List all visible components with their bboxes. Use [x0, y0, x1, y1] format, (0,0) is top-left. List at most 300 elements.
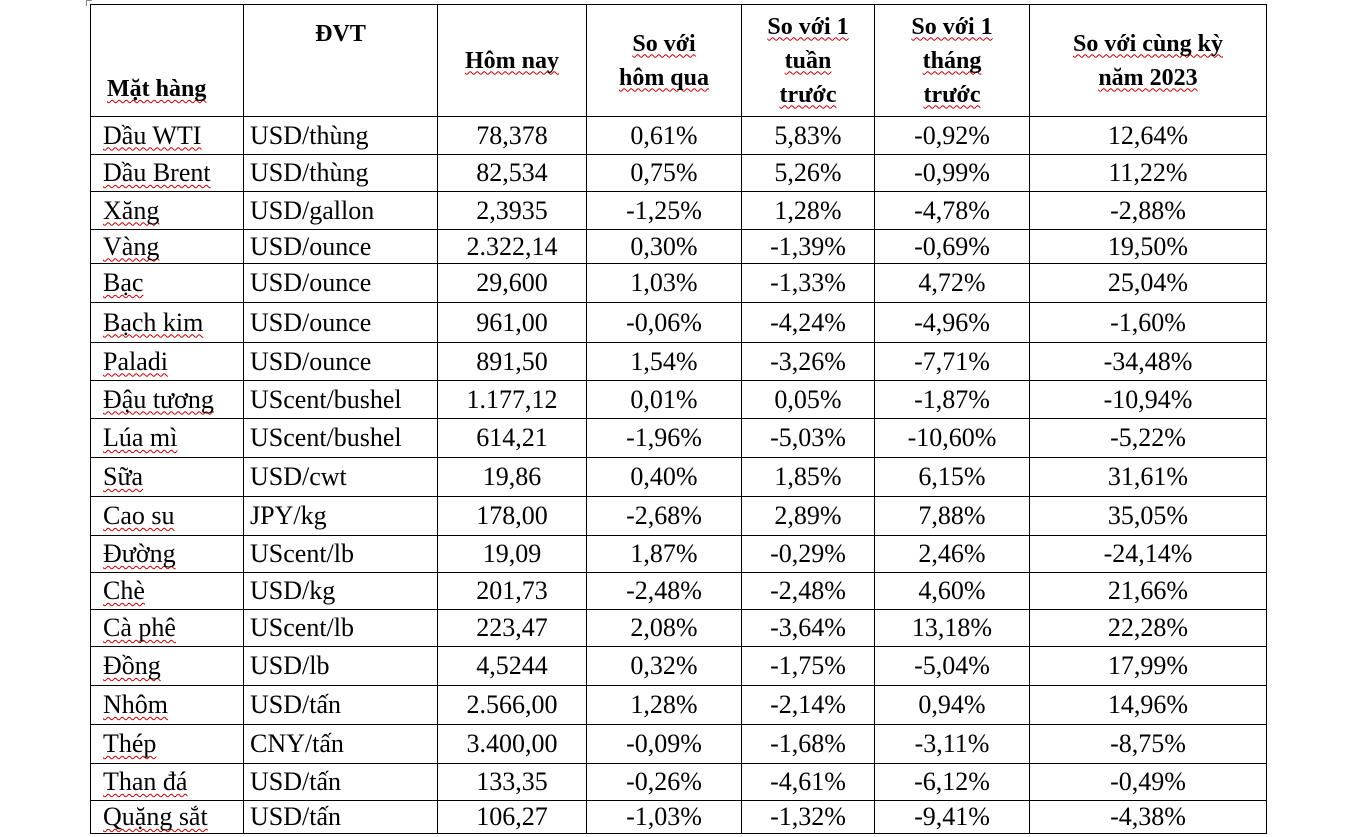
cell-unit-text: JPY/kg: [250, 501, 327, 530]
table-row: [91, 686, 1267, 725]
cell-vs-yesterday-text: 0,75%: [630, 158, 698, 187]
cell-today: [438, 192, 587, 230]
cell-today-text: 106,27: [476, 802, 548, 831]
cell-vs-month-text: -1,87%: [914, 384, 990, 414]
table-row: [91, 764, 1267, 801]
cell-vs-week-text: -1,32%: [770, 802, 846, 831]
cell-unit: [244, 155, 438, 192]
cell-vs-same-period-text: 14,96%: [1107, 690, 1189, 719]
cell-vs-month: [875, 343, 1030, 381]
cell-today: [438, 303, 587, 343]
cell-item-name: [91, 117, 244, 155]
cell-today-text: 2.566,00: [466, 690, 558, 719]
cell-item-name-text: Dầu Brent: [103, 158, 211, 187]
cell-vs-yesterday: [587, 343, 742, 381]
cell-vs-week: [742, 303, 875, 343]
cell-vs-week-text: -4,61%: [770, 767, 846, 796]
cell-vs-same-period-text: -1,60%: [1110, 307, 1186, 337]
cell-today-text: 19,86: [482, 462, 542, 491]
cell-today-text: 4,5244: [476, 651, 548, 680]
cell-unit: [244, 381, 438, 419]
cell-vs-yesterday-text: -1,03%: [626, 802, 702, 831]
cell-vs-same-period-text: -5,22%: [1110, 423, 1186, 452]
cell-vs-month: [875, 117, 1030, 155]
cell-today: [438, 264, 587, 303]
cell-item-name: [91, 725, 244, 764]
cell-vs-same-period-text: 25,04%: [1107, 268, 1189, 297]
table-row: [91, 725, 1267, 764]
cell-vs-yesterday-text: 1,03%: [630, 268, 698, 297]
cell-vs-month: [875, 303, 1030, 343]
cell-vs-yesterday: [587, 764, 742, 801]
cell-unit: [244, 117, 438, 155]
cell-vs-yesterday: [587, 458, 742, 497]
table-row: [91, 343, 1267, 381]
cell-vs-month: [875, 764, 1030, 801]
cell-today: [438, 117, 587, 155]
cell-vs-month: [875, 458, 1030, 497]
cell-vs-week-text: -2,14%: [770, 690, 846, 719]
table-row: [91, 381, 1267, 419]
cell-vs-same-period: [1030, 381, 1267, 419]
cell-vs-week: [742, 725, 875, 764]
cell-vs-same-period-text: 22,28%: [1107, 613, 1189, 642]
cell-vs-yesterday: [587, 647, 742, 686]
header-vs-week-line1: So với 1: [767, 13, 849, 40]
cell-vs-month: [875, 573, 1030, 610]
cell-vs-yesterday: [587, 686, 742, 725]
cell-vs-yesterday-text: 2,08%: [630, 613, 698, 642]
table-row: [91, 264, 1267, 303]
cell-today-text: 1.177,12: [466, 384, 558, 414]
cell-unit-text: USD/thùng: [250, 158, 369, 187]
cell-item-name-text: Sữa: [103, 462, 144, 491]
cell-vs-same-period: [1030, 117, 1267, 155]
cell-item-name: [91, 686, 244, 725]
cell-vs-same-period-text: -4,38%: [1110, 802, 1186, 831]
cell-today-text: 891,50: [476, 346, 548, 376]
cell-item-name-text: Dầu WTI: [103, 120, 202, 150]
cell-unit-text: USD/ounce: [250, 346, 372, 376]
cell-unit-text: USD/tấn: [250, 690, 341, 719]
cell-vs-month-text: -3,11%: [914, 729, 990, 758]
cell-vs-yesterday: [587, 725, 742, 764]
cell-vs-same-period-text: -10,94%: [1103, 384, 1193, 414]
cell-vs-yesterday: [587, 155, 742, 192]
cell-vs-week: [742, 264, 875, 303]
cell-vs-month: [875, 419, 1030, 458]
cell-vs-month-text: -0,99%: [914, 158, 990, 187]
cell-vs-week-text: 0,05%: [774, 384, 842, 414]
cell-unit-text: UScent/bushel: [250, 423, 402, 452]
cell-vs-yesterday-text: -2,48%: [626, 576, 702, 605]
cell-vs-week: [742, 764, 875, 801]
cell-unit: [244, 686, 438, 725]
cell-vs-same-period: [1030, 303, 1267, 343]
cell-vs-yesterday-text: 0,30%: [630, 231, 698, 261]
cell-vs-week: [742, 610, 875, 647]
cell-item-name: [91, 801, 244, 834]
header-unit-label: ĐVT: [315, 21, 366, 47]
cell-unit: [244, 230, 438, 264]
cell-vs-month-text: -0,92%: [914, 120, 990, 150]
cell-item-name: [91, 458, 244, 497]
cell-vs-same-period: [1030, 801, 1267, 834]
cell-unit: [244, 573, 438, 610]
cell-item-name: [91, 303, 244, 343]
cell-vs-month: [875, 264, 1030, 303]
cell-vs-month: [875, 725, 1030, 764]
cell-item-name-text: Bạc: [103, 268, 144, 297]
header-vs-yesterday-line1: So với: [632, 30, 696, 57]
cell-item-name: [91, 497, 244, 536]
cell-vs-week: [742, 192, 875, 230]
cell-vs-month-text: 2,46%: [918, 539, 986, 568]
cell-vs-week-text: 2,89%: [774, 501, 842, 530]
cell-item-name-text: Chè: [103, 576, 145, 605]
cell-unit: [244, 497, 438, 536]
cell-vs-week: [742, 647, 875, 686]
cell-vs-month-text: 0,94%: [918, 690, 986, 719]
cell-item-name-text: Nhôm: [103, 690, 168, 719]
table-row: [91, 419, 1267, 458]
cell-vs-month: [875, 610, 1030, 647]
cell-item-name: [91, 610, 244, 647]
header-row: [91, 5, 1267, 117]
cell-vs-week: [742, 458, 875, 497]
cell-today-text: 78,378: [476, 120, 548, 150]
cell-today-text: 178,00: [476, 501, 548, 530]
cell-unit-text: USD/ounce: [250, 268, 372, 297]
cell-vs-week-text: -1,39%: [770, 231, 846, 261]
header-today-label: Hôm nay: [464, 47, 559, 74]
table-row: [91, 117, 1267, 155]
cell-vs-month-text: 4,72%: [918, 268, 986, 297]
table-row: [91, 458, 1267, 497]
cell-vs-yesterday-text: -0,26%: [626, 767, 702, 796]
cell-item-name: [91, 647, 244, 686]
cell-vs-same-period: [1030, 192, 1267, 230]
cell-item-name: [91, 264, 244, 303]
cell-today: [438, 647, 587, 686]
cell-item-name: [91, 230, 244, 264]
header-vs-yesterday-line2: hôm qua: [618, 64, 710, 91]
table-row: [91, 155, 1267, 192]
header-vs-month: [875, 5, 1030, 117]
cell-today-text: 3.400,00: [466, 729, 558, 758]
cell-unit-text: UScent/lb: [250, 539, 354, 568]
cell-vs-yesterday-text: -2,68%: [626, 501, 702, 530]
cell-today-text: 29,600: [476, 268, 548, 297]
cell-vs-same-period-text: -34,48%: [1103, 346, 1193, 376]
cell-today: [438, 497, 587, 536]
cell-unit: [244, 303, 438, 343]
cell-vs-month: [875, 801, 1030, 834]
table-row: [91, 303, 1267, 343]
cell-vs-yesterday: [587, 264, 742, 303]
cell-vs-yesterday: [587, 801, 742, 834]
cell-item-name-text: Thép: [103, 729, 157, 758]
cell-today: [438, 725, 587, 764]
cell-vs-week: [742, 573, 875, 610]
cell-vs-yesterday-text: -0,06%: [626, 307, 702, 337]
cell-vs-same-period: [1030, 419, 1267, 458]
header-vs-same-period-line2: năm 2023: [1098, 64, 1198, 91]
cell-vs-week-text: -1,33%: [770, 268, 846, 297]
cell-item-name-text: Lúa mì: [103, 423, 178, 452]
table-row: [91, 610, 1267, 647]
cell-vs-week-text: -5,03%: [770, 423, 846, 452]
cell-today-text: 2.322,14: [466, 231, 558, 261]
cell-item-name: [91, 764, 244, 801]
cell-item-name-text: Đậu tương: [103, 384, 214, 414]
table-row: [91, 230, 1267, 264]
cell-unit-text: USD/gallon: [250, 195, 375, 225]
cell-today-text: 961,00: [476, 307, 548, 337]
cell-today-text: 82,534: [476, 158, 548, 187]
cell-vs-week: [742, 230, 875, 264]
cell-vs-month-text: -7,71%: [914, 346, 990, 376]
cell-vs-same-period: [1030, 647, 1267, 686]
cell-vs-month-text: -4,96%: [914, 307, 990, 337]
cell-vs-month-text: 6,15%: [918, 462, 986, 491]
cell-vs-month: [875, 381, 1030, 419]
cell-unit-text: USD/thùng: [250, 120, 369, 150]
cell-vs-month: [875, 686, 1030, 725]
cell-unit: [244, 343, 438, 381]
header-vs-yesterday: [587, 5, 742, 117]
cell-today: [438, 536, 587, 573]
cell-vs-same-period-text: -8,75%: [1110, 729, 1186, 758]
cell-vs-week: [742, 536, 875, 573]
cell-vs-same-period-text: 12,64%: [1107, 120, 1189, 150]
cell-vs-week: [742, 155, 875, 192]
table-row: [91, 647, 1267, 686]
cell-vs-yesterday-text: -0,09%: [626, 729, 702, 758]
cell-item-name-text: Đường: [103, 539, 176, 568]
cell-vs-week: [742, 343, 875, 381]
cell-unit-text: USD/tấn: [250, 767, 341, 796]
cell-vs-same-period: [1030, 343, 1267, 381]
cell-today-text: 133,35: [476, 767, 548, 796]
cell-vs-same-period: [1030, 725, 1267, 764]
cell-today: [438, 573, 587, 610]
cell-vs-same-period-text: 19,50%: [1107, 231, 1189, 261]
header-vs-month-line3: trước: [923, 81, 981, 108]
cell-vs-month: [875, 230, 1030, 264]
cell-today-text: 2,3935: [476, 195, 548, 225]
cell-vs-month: [875, 536, 1030, 573]
cell-vs-month-text: -0,69%: [914, 231, 990, 261]
cell-vs-week-text: -3,64%: [770, 613, 846, 642]
cell-item-name: [91, 573, 244, 610]
cell-vs-yesterday: [587, 381, 742, 419]
cell-vs-week-text: -0,29%: [770, 539, 846, 568]
cell-item-name-text: Cà phê: [103, 613, 176, 642]
cell-vs-same-period: [1030, 764, 1267, 801]
cell-item-name-text: Đồng: [103, 651, 161, 680]
cell-vs-same-period: [1030, 264, 1267, 303]
cell-vs-same-period: [1030, 686, 1267, 725]
cell-unit-text: USD/ounce: [250, 231, 372, 261]
cell-vs-week: [742, 686, 875, 725]
cell-unit: [244, 764, 438, 801]
cell-unit-text: USD/cwt: [250, 462, 347, 491]
header-item: [91, 5, 244, 117]
cell-vs-month-text: -6,12%: [914, 767, 990, 796]
cell-unit: [244, 458, 438, 497]
cell-vs-same-period-text: -0,49%: [1110, 767, 1186, 796]
cell-vs-month: [875, 155, 1030, 192]
header-vs-week-line2: tuần: [784, 47, 832, 74]
cell-today: [438, 764, 587, 801]
cell-vs-yesterday-text: 1,87%: [630, 539, 698, 568]
cell-unit: [244, 192, 438, 230]
cell-item-name-text: Vàng: [103, 231, 160, 261]
header-today: [438, 5, 587, 117]
cell-vs-month: [875, 497, 1030, 536]
cell-vs-same-period: [1030, 497, 1267, 536]
header-vs-same-period-line1: So với cùng kỳ: [1073, 30, 1223, 57]
cell-today-text: 223,47: [476, 613, 548, 642]
cell-item-name: [91, 381, 244, 419]
cell-vs-yesterday: [587, 117, 742, 155]
cell-vs-week-text: -1,68%: [770, 729, 846, 758]
cell-vs-month-text: -4,78%: [914, 195, 990, 225]
cell-unit-text: UScent/bushel: [250, 384, 402, 414]
cell-vs-same-period: [1030, 458, 1267, 497]
cell-today-text: 614,21: [476, 423, 548, 452]
cell-today: [438, 801, 587, 834]
cell-unit: [244, 801, 438, 834]
cell-vs-yesterday: [587, 536, 742, 573]
cell-vs-same-period: [1030, 155, 1267, 192]
cell-item-name: [91, 192, 244, 230]
cell-vs-month-text: 4,60%: [918, 576, 986, 605]
cell-vs-same-period: [1030, 536, 1267, 573]
cell-vs-month-text: -9,41%: [914, 802, 990, 831]
cell-today: [438, 458, 587, 497]
table-row: [91, 497, 1267, 536]
cell-unit: [244, 647, 438, 686]
cell-vs-month-text: 7,88%: [918, 501, 986, 530]
cell-item-name-text: Bạch kim: [103, 307, 204, 337]
cell-vs-yesterday-text: 0,32%: [630, 651, 698, 680]
cell-vs-yesterday: [587, 303, 742, 343]
commodity-price-table: [90, 4, 1267, 834]
cell-vs-same-period-text: 31,61%: [1107, 462, 1189, 491]
cell-unit-text: CNY/tấn: [250, 729, 344, 758]
cell-vs-same-period-text: 35,05%: [1107, 501, 1189, 530]
cell-item-name: [91, 343, 244, 381]
cell-unit: [244, 419, 438, 458]
cell-vs-yesterday: [587, 419, 742, 458]
cell-item-name-text: Xăng: [103, 195, 160, 225]
cell-vs-yesterday-text: 1,54%: [630, 346, 698, 376]
cell-item-name: [91, 155, 244, 192]
cell-today: [438, 155, 587, 192]
cell-vs-same-period: [1030, 610, 1267, 647]
cell-item-name: [91, 419, 244, 458]
cell-today: [438, 419, 587, 458]
cell-unit: [244, 536, 438, 573]
cell-vs-week: [742, 419, 875, 458]
cell-vs-week-text: 5,26%: [774, 158, 842, 187]
cell-item-name-text: Than đá: [103, 767, 188, 796]
cell-vs-week: [742, 381, 875, 419]
cell-vs-same-period-text: 17,99%: [1107, 651, 1189, 680]
header-vs-week: [742, 5, 875, 117]
cell-vs-yesterday-text: 1,28%: [630, 690, 698, 719]
cell-today: [438, 343, 587, 381]
table-row: [91, 192, 1267, 230]
cell-vs-week-text: -4,24%: [770, 307, 846, 337]
cell-vs-week-text: 5,83%: [774, 120, 842, 150]
cell-vs-yesterday-text: 0,40%: [630, 462, 698, 491]
cell-unit-text: UScent/lb: [250, 613, 354, 642]
cell-vs-yesterday: [587, 192, 742, 230]
header-vs-month-line1: So với 1: [911, 13, 993, 40]
cell-vs-yesterday: [587, 230, 742, 264]
cell-item-name-text: Paladi: [103, 346, 168, 376]
cell-item-name-text: Cao su: [103, 501, 175, 530]
cell-today-text: 201,73: [476, 576, 548, 605]
cell-vs-week-text: -1,75%: [770, 651, 846, 680]
cell-vs-week-text: 1,85%: [774, 462, 842, 491]
cell-vs-yesterday: [587, 497, 742, 536]
table-body: [91, 117, 1267, 834]
cell-vs-week: [742, 117, 875, 155]
cell-vs-month-text: 13,18%: [911, 613, 993, 642]
cell-vs-week-text: -2,48%: [770, 576, 846, 605]
cell-today: [438, 610, 587, 647]
cell-unit: [244, 725, 438, 764]
cell-today-text: 19,09: [482, 539, 542, 568]
cell-vs-yesterday: [587, 573, 742, 610]
cell-vs-month-text: -5,04%: [914, 651, 990, 680]
cell-vs-same-period-text: -24,14%: [1103, 539, 1193, 568]
cell-vs-same-period-text: -2,88%: [1110, 195, 1186, 225]
cell-vs-week-text: -3,26%: [770, 346, 846, 376]
cell-vs-yesterday-text: 0,61%: [630, 120, 698, 150]
header-vs-month-line2: tháng: [922, 47, 982, 74]
cell-vs-month: [875, 192, 1030, 230]
cell-vs-same-period: [1030, 230, 1267, 264]
cell-unit-text: USD/lb: [250, 651, 330, 680]
cell-item-name-text: Quặng sắt: [103, 802, 208, 831]
table-row: [91, 536, 1267, 573]
cell-vs-month-text: -10,60%: [907, 423, 997, 452]
cell-unit: [244, 264, 438, 303]
cell-vs-week-text: 1,28%: [774, 195, 842, 225]
cell-vs-same-period: [1030, 573, 1267, 610]
header-vs-same-period: [1030, 5, 1267, 117]
cell-vs-yesterday-text: -1,96%: [626, 423, 702, 452]
cell-vs-yesterday-text: -1,25%: [626, 195, 702, 225]
header-unit: [244, 5, 438, 117]
cell-vs-same-period-text: 21,66%: [1107, 576, 1189, 605]
cell-vs-yesterday: [587, 610, 742, 647]
cell-unit-text: USD/ounce: [250, 307, 372, 337]
cell-unit-text: USD/kg: [250, 576, 336, 605]
cell-today: [438, 381, 587, 419]
cell-vs-month: [875, 647, 1030, 686]
cell-vs-week: [742, 801, 875, 834]
header-item-label: Mặt hàng: [107, 76, 207, 102]
cell-item-name: [91, 536, 244, 573]
cell-today: [438, 230, 587, 264]
cell-today: [438, 686, 587, 725]
